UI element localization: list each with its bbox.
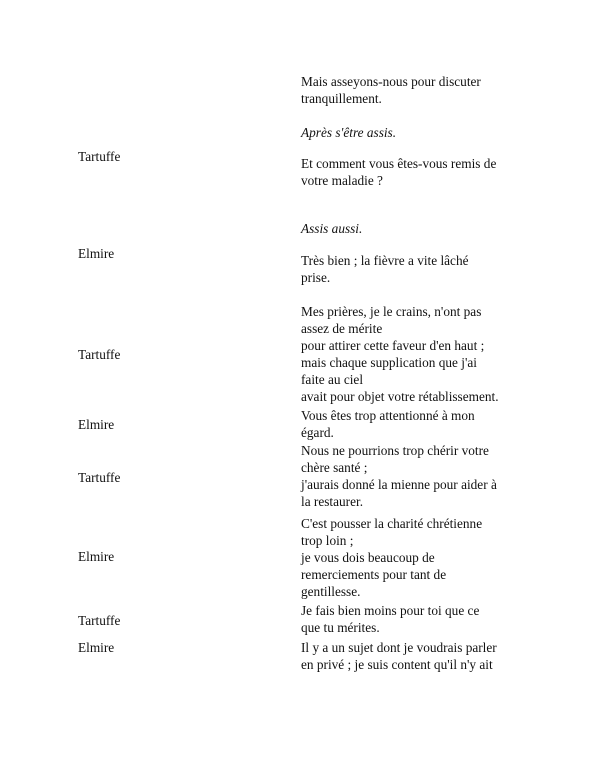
speaker-label: Elmire (78, 549, 115, 564)
dialogue-text: Vous êtes trop attentionné à mon (301, 408, 475, 423)
dialogue-text: chère santé ; (301, 460, 368, 475)
speaker-label: Elmire (78, 246, 115, 261)
dialogue-line (301, 515, 551, 600)
dialogue-line (301, 639, 551, 673)
dialogue-text: avait pour objet votre rétablissement. (301, 389, 499, 404)
dialogue-text: gentillesse. (301, 584, 361, 599)
dialogue-line (301, 155, 551, 189)
stage-direction (301, 124, 551, 141)
dialogue-text: mais chaque supplication que j'ai (301, 355, 477, 370)
dialogue-text: Je fais bien moins pour toi que ce (301, 603, 480, 618)
dialogue-line (301, 73, 551, 107)
dialogue-text: Nous ne pourrions trop chérir votre (301, 443, 489, 458)
dialogue-line (301, 407, 551, 441)
stage-direction-text: Assis aussi. (301, 221, 363, 236)
dialogue-line (301, 442, 551, 510)
dialogue-text: j'aurais donné la mienne pour aider à (301, 477, 497, 492)
dialogue-text: la restaurer. (301, 494, 364, 509)
speaker-label: Tartuffe (78, 347, 121, 362)
dialogue-text: pour attirer cette faveur d'en haut ; (301, 338, 485, 353)
dialogue-text: assez de mérite (301, 321, 383, 336)
dialogue-text: Mes prières, je le crains, n'ont pas (301, 304, 482, 319)
dialogue-text: trop loin ; (301, 533, 354, 548)
speaker-label: Tartuffe (78, 470, 121, 485)
speaker-label: Tartuffe (78, 613, 121, 628)
dialogue-text: égard. (301, 425, 334, 440)
dialogue-text: que tu mérites. (301, 620, 380, 635)
speaker-label: Elmire (78, 417, 115, 432)
dialogue-text: C'est pousser la charité chrétienne (301, 516, 483, 531)
dialogue-text: Très bien ; la fièvre a vite lâché (301, 253, 469, 268)
dialogue-line (301, 602, 551, 636)
dialogue-text: en privé ; je suis content qu'il n'y ait (301, 657, 493, 672)
dialogue-line (301, 252, 551, 286)
dialogue-text: Mais asseyons-nous pour discuter (301, 74, 481, 89)
dialogue-text: je vous dois beaucoup de (301, 550, 435, 565)
dialogue-line (301, 303, 551, 405)
dialogue-text: prise. (301, 270, 331, 285)
dialogue-text: Il y a un sujet dont je voudrais parler (301, 640, 497, 655)
speaker-label: Elmire (78, 640, 115, 655)
dialogue-text: remerciements pour tant de (301, 567, 447, 582)
dialogue-text: faite au ciel (301, 372, 364, 387)
dialogue-text: tranquillement. (301, 91, 382, 106)
speaker-label: Tartuffe (78, 149, 121, 164)
dialogue-text: Et comment vous êtes-vous remis de (301, 156, 497, 171)
dialogue-text: votre maladie ? (301, 173, 383, 188)
stage-direction-text: Après s'être assis. (301, 125, 397, 140)
stage-direction (301, 220, 551, 237)
